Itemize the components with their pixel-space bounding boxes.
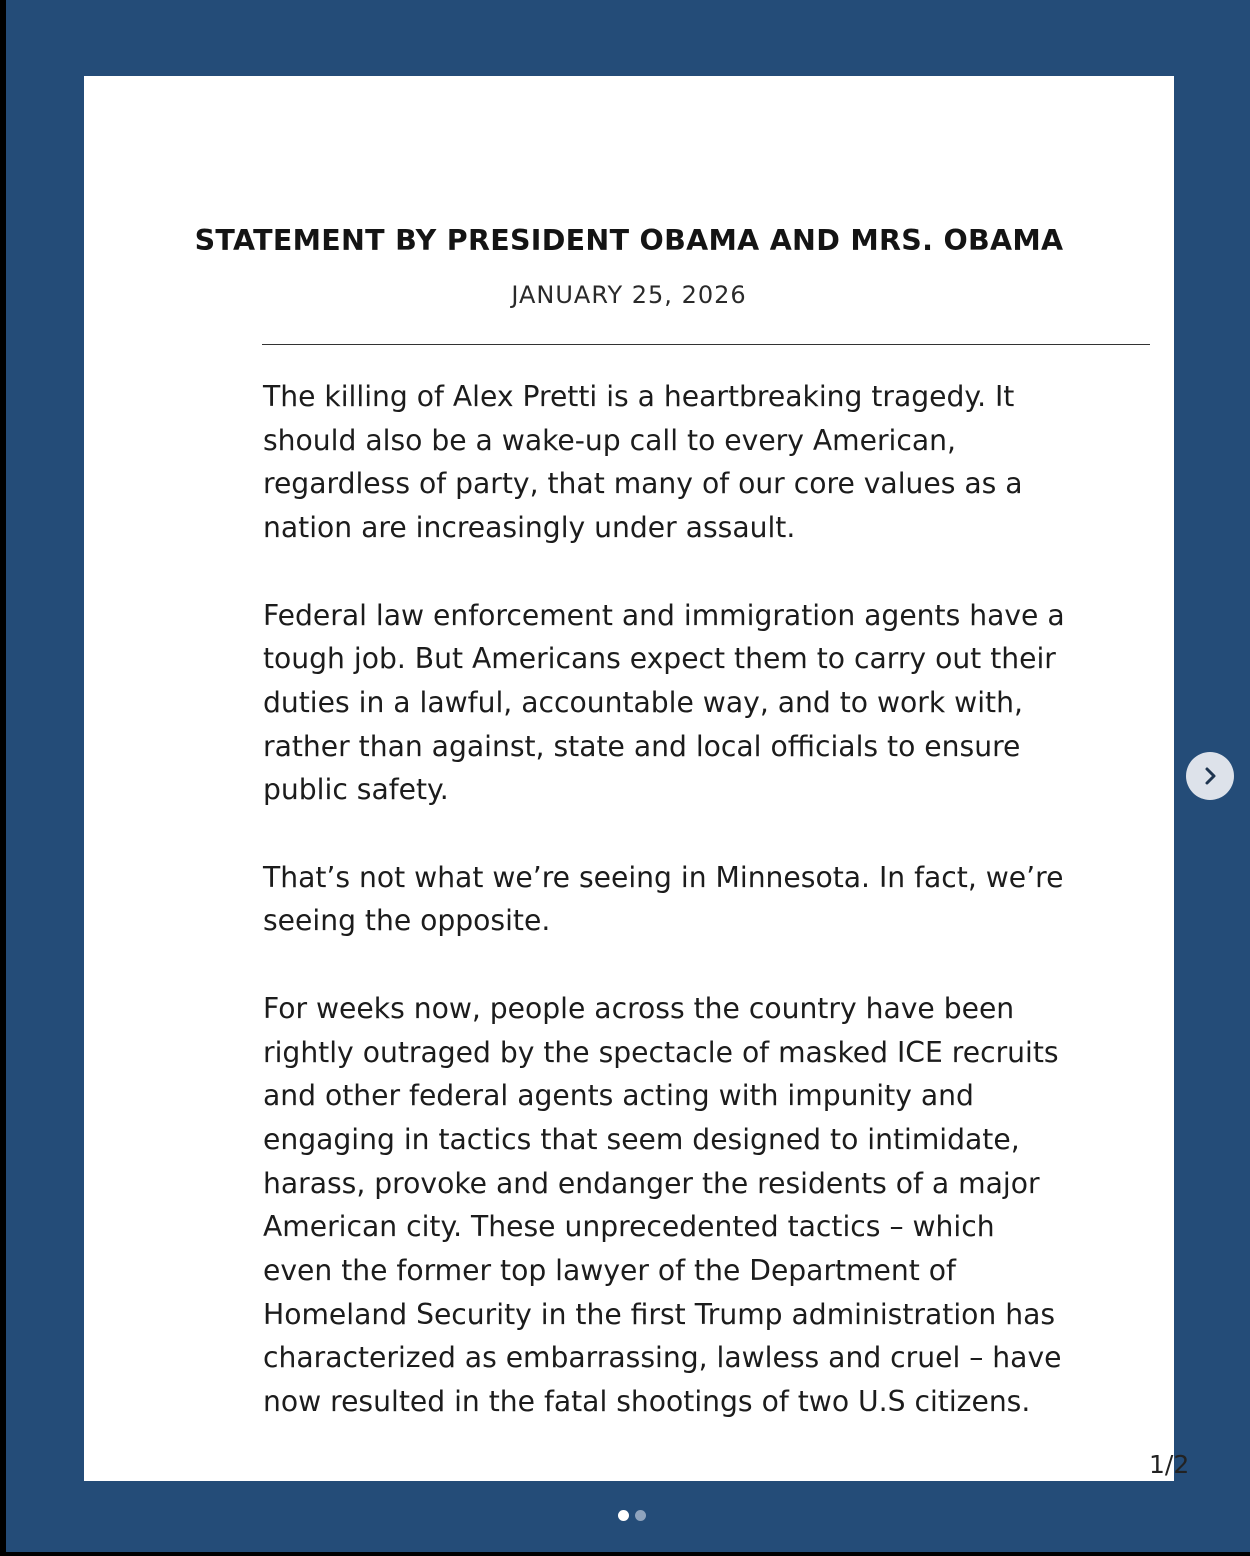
text-line: and other federal agents acting with impunity and	[263, 1079, 974, 1113]
carousel-dots	[618, 1510, 646, 1521]
next-slide-button[interactable]	[1186, 752, 1234, 800]
text-line: should also be a wake-up call to every American,	[263, 423, 956, 457]
text-line: now resulted in the fatal shootings of two U.S citizens.	[263, 1385, 1031, 1419]
title-divider	[262, 344, 1150, 345]
statement-title: STATEMENT BY PRESIDENT OBAMA AND MRS. OBAMA	[194, 224, 1064, 257]
text-line: Homeland Security in the first Trump administration has	[263, 1297, 1056, 1331]
text-line: duties in a lawful, accountable way, and to work with,	[263, 685, 1023, 719]
text-line: public safety.	[263, 773, 449, 807]
text-line: rather than against, state and local officials to ensure	[263, 729, 1021, 763]
text-line: seeing the opposite.	[263, 904, 551, 938]
text-line: regardless of party, that many of our core values as a	[263, 467, 1023, 501]
carousel-frame	[6, 0, 1250, 1552]
statement-card	[84, 76, 1190, 1481]
paragraph-1	[263, 375, 1183, 550]
text-line: For weeks now, people across the country have been	[263, 991, 1015, 1025]
chevron-right-icon	[1199, 765, 1221, 787]
text-line: American city. These unprecedented tactics – which	[263, 1210, 995, 1244]
carousel-dot-active[interactable]	[618, 1510, 629, 1521]
paragraph-3	[263, 856, 1183, 943]
paragraph-4	[263, 987, 1183, 1424]
carousel-dot[interactable]	[635, 1510, 646, 1521]
page-indicator: 1/2	[1149, 1450, 1190, 1479]
text-line: Federal law enforcement and immigration agents have a	[263, 598, 1065, 632]
text-line: engaging in tactics that seem designed to intimidate,	[263, 1122, 1020, 1156]
paragraph-2	[263, 594, 1183, 813]
text-line: harass, provoke and endanger the residents of a major	[263, 1166, 1040, 1200]
text-line: characterized as embarrassing, lawless and cruel – have	[263, 1341, 1062, 1375]
statement-body	[263, 375, 1183, 1468]
text-line: tough job. But Americans expect them to carry out their	[263, 642, 1056, 676]
text-line: even the former top lawyer of the Department of	[263, 1254, 956, 1288]
text-line: The killing of Alex Pretti is a heartbreaking tragedy. It	[263, 380, 1015, 413]
text-line: nation are increasingly under assault.	[263, 511, 796, 545]
statement-date: JANUARY 25, 2026	[511, 281, 747, 309]
text-line: rightly outraged by the spectacle of masked ICE recruits	[263, 1035, 1059, 1069]
text-line: That’s not what we’re seeing in Minnesota. In fact, we’re	[263, 860, 1064, 894]
